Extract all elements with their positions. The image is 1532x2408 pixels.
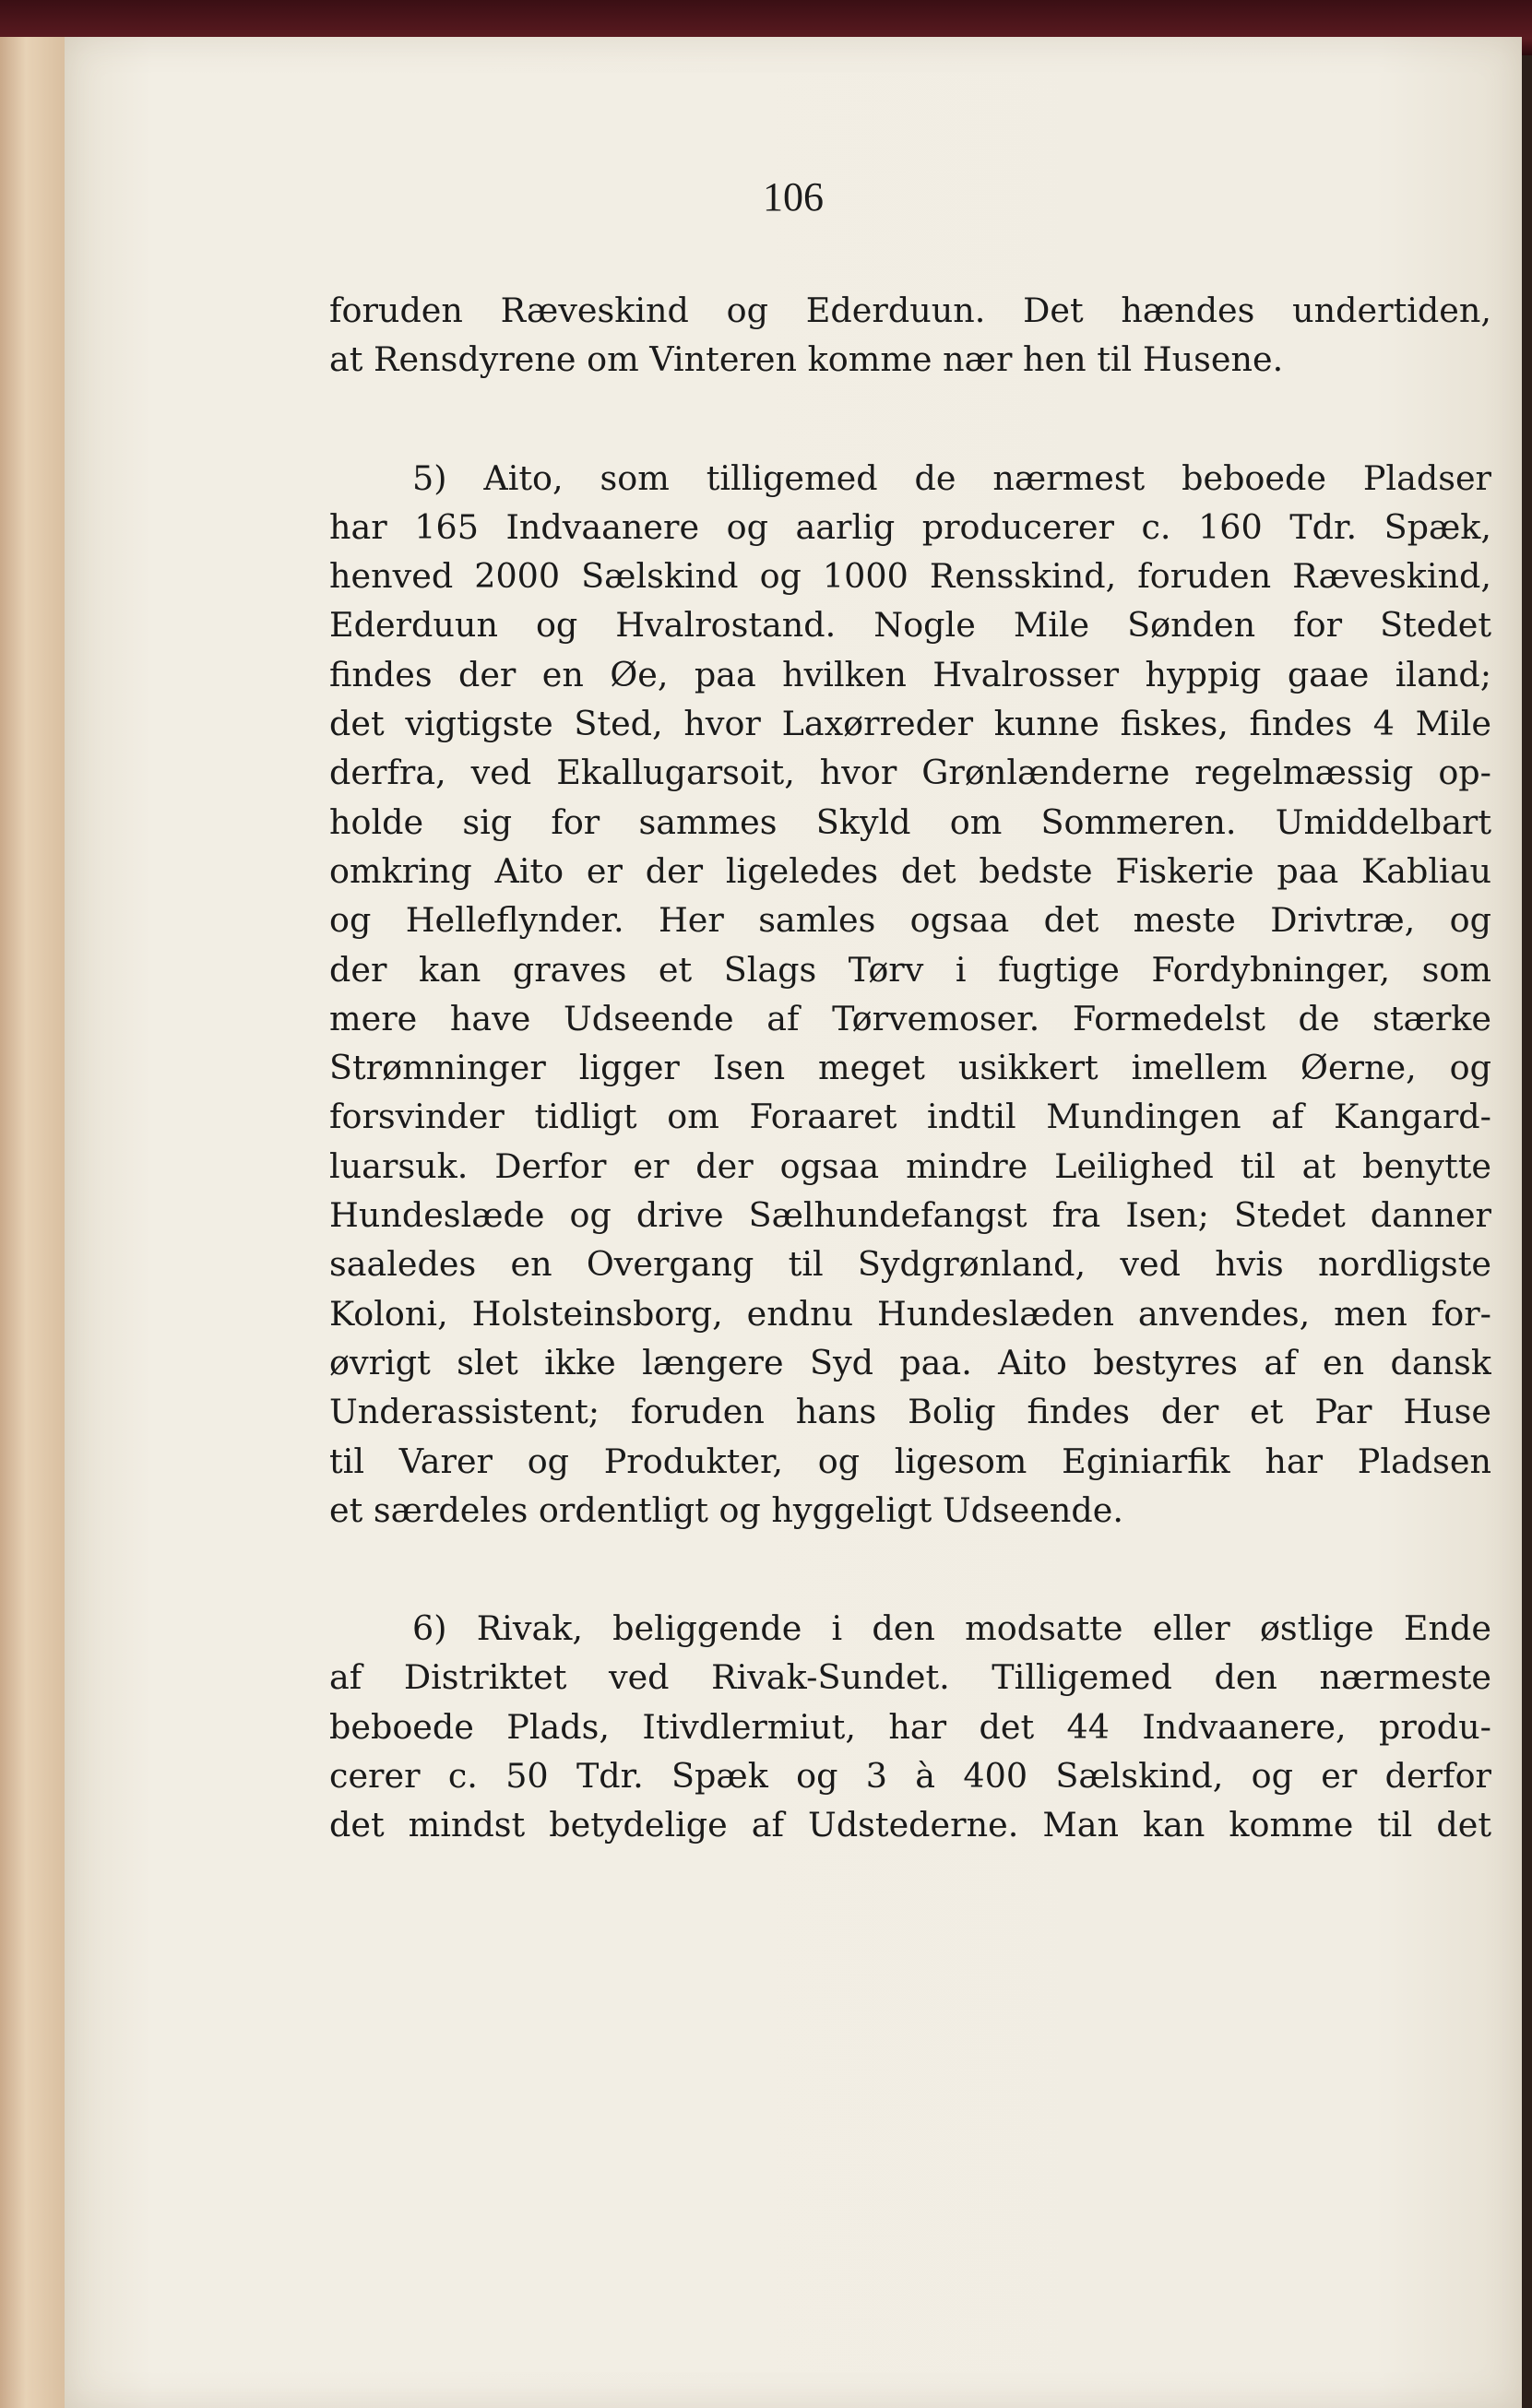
text-line: har 165 Indvaanere og aarlig producerer c. 160 Tdr. Spæk, [329,506,1491,547]
text-line: et særdeles ordentligt og hyggeligt Udseende. [329,1489,1123,1530]
text-line: saaledes en Overgang til Sydgrønland, ved hvis nordligste [329,1244,1491,1285]
paragraph-gap [329,1535,1491,1604]
text-line: 5) Aito, som tilligemed de nærmest beboede Pladser [412,457,1491,498]
text-line: beboede Plads, Itivdlermiut, har det 44 Indvaanere, produ- [329,1706,1491,1747]
text-line: Underassistent; foruden hans Bolig findes der et Par Huse [329,1392,1491,1432]
paragraph-gap [329,385,1491,454]
text-line: til Varer og Produkter, og ligesom Eginiarfik har Pladsen [329,1441,1491,1481]
text-line: mere have Udseende af Tørvemoser. Formedelst de stærke [329,998,1491,1038]
text-line: Ederduun og Hvalrostand. Nogle Mile Sønden for Stedet [329,605,1491,646]
text-line: forsvinder tidligt om Foraaret indtil Mundingen af Kangard- [329,1097,1491,1137]
text-line: der kan graves et Slags Tørv i fugtige Fordybninger, som [329,949,1491,990]
body-text [329,286,1491,1850]
text-line: Hundeslæde og drive Sælhundefangst fra Isen; Stedet danner [329,1195,1491,1236]
text-line: øvrigt slet ikke længere Syd paa. Aito bestyres af en dansk [329,1342,1491,1382]
book-page-stack [0,37,65,2408]
page-number: 106 [763,174,824,219]
text-line: Koloni, Holsteinsborg, endnu Hundeslæden anvendes, men for- [329,1293,1491,1334]
text-line: at Rensdyrene om Vinteren komme nær hen til Husene. [329,339,1284,380]
text-line: det vigtigste Sted, hvor Laxørreder kunne fiskes, findes 4 Mile [329,704,1491,744]
text-line: findes der en Øe, paa hvilken Hvalrosser hyppig gaae iland; [329,654,1491,694]
text-line: omkring Aito er der ligeledes det bedste Fiskerie paa Kabliau [329,850,1491,891]
text-line: Strømninger ligger Isen meget usikkert imellem Øerne, og [329,1048,1491,1088]
text-line: derfra, ved Ekallugarsoit, hvor Grønlænderne regelmæssig op- [329,753,1491,793]
text-line: holde sig for sammes Skyld om Sommeren. Umiddelbart [329,801,1491,842]
text-line: cerer c. 50 Tdr. Spæk og 3 à 400 Sælskind, og er derfor [329,1756,1491,1797]
text-line: og Helleflynder. Her samles ogsaa det meste Drivtræ, og [329,900,1491,941]
text-line: luarsuk. Derfor er der ogsaa mindre Leilighed til at benytte [329,1145,1491,1186]
book-page [65,37,1522,2408]
text-line: 6) Rivak, beliggende i den modsatte eller østlige Ende [412,1608,1491,1649]
text-line: foruden Ræveskind og Ederduun. Det hændes undertiden, [329,291,1491,330]
text-line: af Distriktet ved Rivak-Sundet. Tilligemed den nærmeste [329,1657,1491,1698]
text-line: det mindst betydelige af Udstederne. Man kan komme til det [329,1805,1491,1845]
text-line: henved 2000 Sælskind og 1000 Rensskind, foruden Ræveskind, [329,556,1491,597]
